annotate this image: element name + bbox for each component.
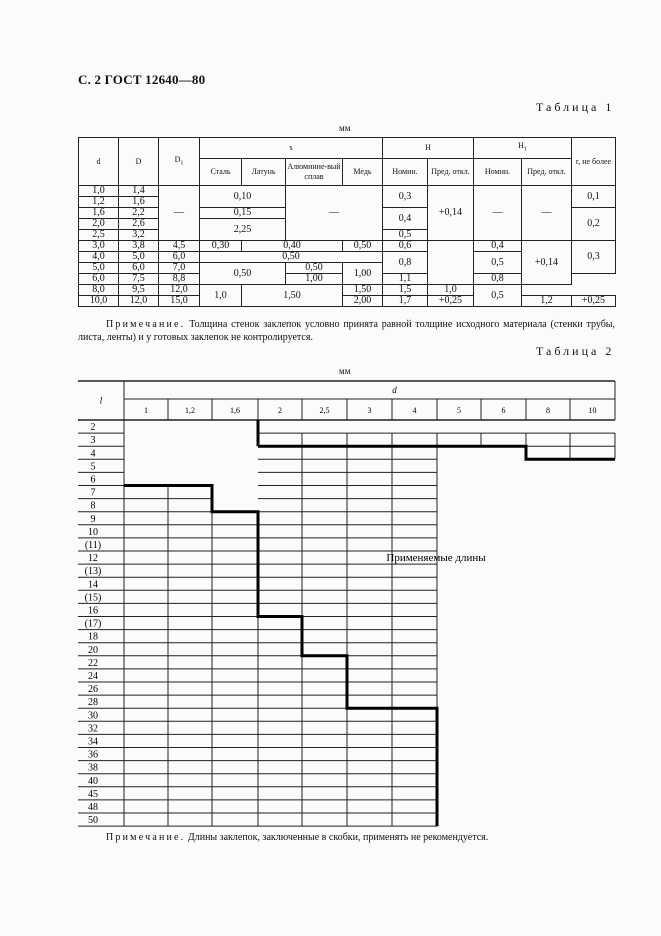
l-value: 9	[90, 513, 96, 525]
cell-s: 0,10	[200, 186, 286, 208]
l-value: (11)	[84, 540, 102, 551]
cell-D: 5,0	[119, 252, 159, 263]
cell-d: 6,0	[79, 274, 119, 285]
cell-D: 6,0	[119, 263, 159, 274]
cell-d: 2,0	[79, 219, 119, 230]
cell-D1: 8,8	[159, 274, 200, 285]
cell-H: 1,1	[383, 274, 428, 285]
cell-r: 0,2	[572, 208, 616, 241]
l-value: 38	[88, 762, 98, 774]
l-value: 18	[88, 631, 98, 643]
cell-H-dev: +0,14	[428, 186, 474, 241]
table1-note: Примечание. Толщина стенок заклепок условно принята равной толщине исходного материала (стенки трубы, листа, ленты) и у готовых заклепок не контролируется.	[78, 319, 615, 343]
l-value: 20	[88, 644, 98, 656]
l-value: 32	[88, 723, 98, 735]
col-s-header: s	[200, 138, 383, 159]
cell-brass-alum: 0,40	[242, 241, 343, 252]
table2-caption: Таблица 2	[536, 344, 615, 358]
col-D-header: D	[119, 138, 159, 186]
l-value: 10	[88, 526, 98, 538]
col-H-header: H	[383, 138, 474, 159]
l-value: 30	[88, 710, 98, 722]
cell-alum: 0,50	[286, 263, 343, 274]
cell-steel-brass: 0,50	[200, 263, 286, 285]
col-H1-dev-header: Пред. откл.	[522, 159, 572, 186]
cell-H1: 1,0	[428, 285, 474, 296]
cell-D1: 15,0	[159, 296, 200, 307]
d-value: 1,6	[230, 406, 240, 415]
col-d-header: d	[79, 138, 119, 186]
cell-D1: 12,0	[159, 285, 200, 296]
cell-H1: 0,8	[474, 274, 522, 285]
table2-note: Примечание. Длины заклепок, заключенные в скобки, применять не рекомендуется.	[106, 832, 489, 843]
cell-H: 0,6	[383, 241, 428, 252]
cell-D: 12,0	[119, 296, 159, 307]
cell-alum: 1,00	[286, 274, 343, 285]
cell-d: 2,5	[79, 230, 119, 241]
cell-copper: 0,50	[343, 241, 383, 252]
page-title: С. 2 ГОСТ 12640—80	[78, 72, 206, 87]
l-value: 48	[88, 802, 98, 813]
cell-H: 0,8	[383, 252, 428, 274]
l-value: 40	[88, 775, 98, 787]
cell-d: 3,0	[79, 241, 119, 252]
l-value: 8	[90, 500, 96, 512]
l-value: 45	[88, 788, 98, 800]
l-value: 34	[88, 736, 98, 748]
cell-H: 0,5	[383, 230, 428, 241]
cell-steel: 0,30	[200, 241, 242, 252]
col-d-header: d	[392, 385, 397, 395]
d-value: 3	[367, 406, 372, 415]
col-brass-header: Латунь	[242, 159, 286, 186]
d-value: 2,5	[319, 406, 330, 415]
l-value: 50	[88, 815, 98, 827]
col-H1-nom-header: Номин.	[474, 159, 522, 186]
l-value: 2	[90, 422, 96, 434]
l-value: 26	[88, 684, 98, 696]
d-value: 2	[278, 406, 282, 415]
cell-d: 8,0	[79, 285, 119, 296]
cell-D1: 4,5	[159, 241, 200, 252]
l-value: 22	[88, 657, 98, 669]
cell-D1-dash: —	[159, 186, 200, 241]
table2-unit: мм	[339, 366, 351, 376]
cell-s-dash: —	[286, 186, 383, 241]
cell-D: 3,2	[119, 230, 159, 241]
cell-D: 9,5	[119, 285, 159, 296]
cell-D: 1,6	[119, 197, 159, 208]
l-value: 3	[90, 435, 96, 447]
cell-H: 1,5	[383, 285, 428, 296]
cell-H1: 0,5	[474, 252, 522, 274]
cell-H1: 1,2	[522, 296, 572, 307]
cell-H1: 0,4	[474, 241, 522, 252]
cell-H-dev: +0,25	[428, 296, 474, 307]
cell-D: 7,5	[119, 274, 159, 285]
cell-H: 0,3	[383, 186, 428, 208]
cell-D: 2,2	[119, 208, 159, 219]
col-alum-header: Алюминие-вый сплав	[286, 159, 343, 186]
cell-r: 0,3	[572, 241, 616, 274]
applied-lengths-label: Применяемые длины	[386, 552, 486, 564]
l-value: (15)	[84, 592, 102, 604]
col-H-nom-header: Номин.	[383, 159, 428, 186]
cell-d: 4,0	[79, 252, 119, 263]
cell-r: 0,5	[474, 285, 522, 307]
d-value: 1	[144, 406, 148, 415]
cell-d: 10,0	[79, 296, 119, 307]
cell-copper: 1,00	[343, 263, 383, 285]
d-value: 1,2	[185, 406, 195, 415]
cell-D: 3,8	[119, 241, 159, 252]
l-value: 12	[88, 553, 98, 565]
cell-d: 1,2	[79, 197, 119, 208]
cell-H1-dash: —	[474, 186, 522, 241]
l-value: (13)	[84, 566, 102, 578]
cell-H: 0,4	[383, 208, 428, 230]
cell-H1-dev-dash: —	[522, 186, 572, 241]
d-value: 5	[457, 406, 461, 415]
d-value: 10	[588, 406, 597, 415]
l-value: 14	[88, 579, 98, 591]
cell-d: 1,6	[79, 208, 119, 219]
l-value: 5	[90, 461, 96, 473]
col-D1-header: $D_1$	[159, 138, 200, 186]
cell-D: 1,4	[119, 186, 159, 197]
cell-D: 2,6	[119, 219, 159, 230]
table1-caption: Таблица 1	[536, 100, 615, 114]
l-value: 7	[90, 487, 96, 499]
cell-brass-alum: 1,50	[242, 285, 343, 307]
cell-D1: 6,0	[159, 252, 200, 263]
col-steel-header: Сталь	[200, 159, 242, 186]
cell-s: 2,25	[200, 219, 286, 241]
table1-unit: мм	[339, 123, 351, 133]
cell-H1-dev: +0,25	[572, 296, 616, 307]
cell-H: 1,7	[383, 296, 428, 307]
d-value: 4	[412, 406, 417, 415]
col-r-header: r, не более	[572, 138, 616, 186]
cell-d: 5,0	[79, 263, 119, 274]
l-value: 36	[88, 749, 98, 761]
l-value: 16	[88, 605, 98, 617]
l-value: (17)	[84, 618, 102, 630]
cell-D1: 7,0	[159, 263, 200, 274]
d-value: 6	[501, 406, 506, 415]
cell-s: 0,50	[200, 252, 383, 263]
cell-copper: 1,50	[343, 285, 383, 296]
l-value: 28	[88, 697, 98, 709]
l-value: 6	[90, 474, 96, 486]
cell-r: 0,1	[572, 186, 616, 208]
col-H-dev-header: Пред. откл.	[428, 159, 474, 186]
cell-steel: 1,0	[200, 285, 242, 307]
col-copper-header: Медь	[343, 159, 383, 186]
col-H1-header: $H_1$	[474, 138, 572, 159]
cell-d: 1,0	[79, 186, 119, 197]
l-value: 24	[88, 671, 98, 682]
l-value: 4	[90, 448, 96, 460]
col-l-header: l	[99, 395, 103, 406]
cell-copper: 2,00	[343, 296, 383, 307]
cell-H1-dev: +0,14	[522, 241, 572, 285]
cell-s: 0,15	[200, 208, 286, 219]
d-value: 8	[546, 406, 550, 415]
